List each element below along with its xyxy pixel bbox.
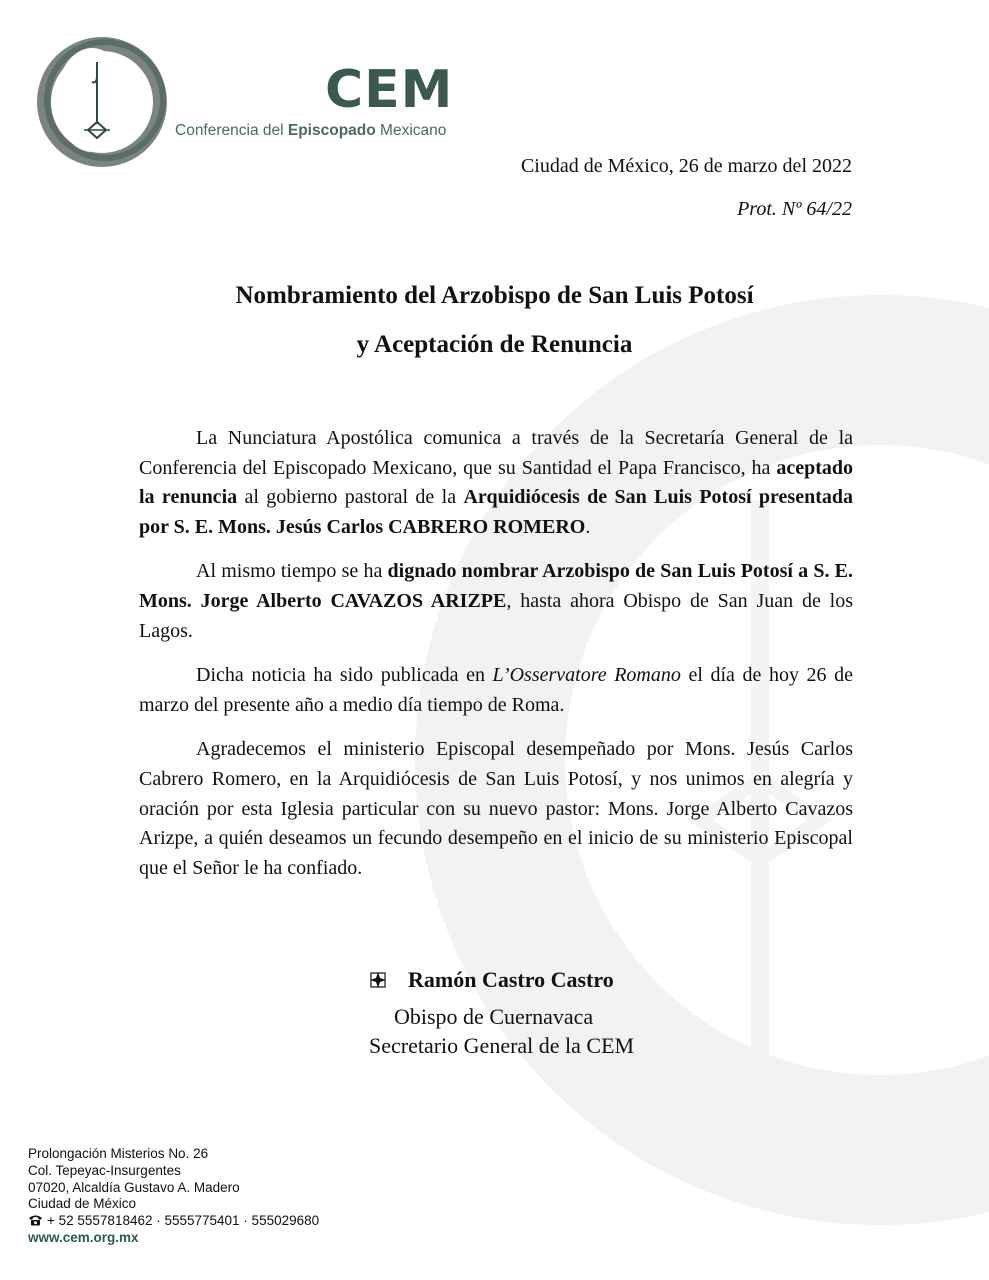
document-title-line2: y Aceptación de Renuncia bbox=[356, 331, 633, 358]
p2-text-a: Al mismo tiempo se ha bbox=[196, 560, 388, 583]
footer-address bbox=[28, 1146, 319, 1247]
phone-numbers: + 52 5557818462 · 5555775401 · 555029680 bbox=[47, 1213, 320, 1229]
p3-newspaper-title: L’Osservatore Romano bbox=[492, 664, 681, 687]
address-line-3: 07020, Alcaldía Gustavo A. Madero bbox=[28, 1179, 240, 1195]
paragraph-3 bbox=[139, 661, 853, 720]
telephone-icon bbox=[28, 1214, 43, 1226]
org-logo bbox=[175, 60, 453, 140]
p3-text-b: el día de hoy 26 de marzo del presente año a medio día tiempo de Roma. bbox=[139, 664, 853, 716]
p2-bold: dignado nombrar Arzobispo de San Luis Potosí a S. E. Mons. Jorge Alberto CAVAZOS ARIZPE bbox=[139, 560, 853, 612]
address-line-4: Ciudad de México bbox=[28, 1196, 137, 1212]
org-acronym: CEM bbox=[325, 60, 454, 120]
dateline: Ciudad de México, 26 de marzo del 2022 bbox=[520, 155, 852, 177]
org-name bbox=[175, 122, 453, 140]
p1-text-b: al gobierno pastoral de la bbox=[237, 486, 464, 509]
address-line-1: Prolongación Misterios No. 26 bbox=[28, 1146, 209, 1161]
signatory-name-line bbox=[370, 967, 614, 993]
paragraph-4: Agradecemos el ministerio Episcopal desempeñado por Mons. Jesús Carlos Cabrero Romero, en la Arquidiócesis de San Luis Potosí, y nos unimos en alegría y oración por esta Iglesia particular con su nuevo pastor: Mons. Jorge Alberto Cavazos Arizpe, a quién deseamos un fecundo desempeño en el inicio de su ministerio Episcopal que el Señor le ha confiado. bbox=[139, 738, 853, 879]
p1-text-c: . bbox=[585, 515, 591, 538]
protocol-number: Prot. Nº 64/22 bbox=[737, 198, 852, 220]
signatory-title-2: Secretario General de la CEM bbox=[369, 1033, 635, 1058]
p1-bold-a: aceptado la renuncia bbox=[139, 456, 853, 509]
signatory-title-1: Obispo de Cuernavaca bbox=[394, 1004, 594, 1029]
p3-text-a: Dicha noticia ha sido publicada en bbox=[196, 664, 493, 687]
address-line-2: Col. Tepeyac-Insurgentes bbox=[28, 1162, 181, 1178]
org-name-bold: Episcopado bbox=[287, 122, 376, 139]
paragraph-2 bbox=[139, 557, 853, 646]
cem-emblem-icon bbox=[30, 32, 170, 172]
episcopal-cross-icon bbox=[370, 972, 386, 988]
p1-bold-b: Arquidiócesis de San Luis Potosí presentada por S. E. Mons. Jesús Carlos CABRERO ROMERO bbox=[139, 486, 853, 538]
paragraph-1 bbox=[139, 424, 853, 542]
signatory-name: Ramón Castro Castro bbox=[408, 967, 614, 992]
p2-text-b: , hasta ahora Obispo de San Juan de los Lagos. bbox=[139, 589, 854, 642]
p1-text-a: La Nunciatura Apostólica comunica a través de la Secretaría General de la Conferencia del Episcopado Mexicano, que su Santidad el Papa Francisco, ha bbox=[139, 427, 853, 479]
org-name-pre: Conferencia del bbox=[175, 122, 288, 139]
letter-body bbox=[139, 424, 853, 898]
phone-line bbox=[28, 1213, 319, 1230]
org-name-post: Mexicano bbox=[375, 122, 447, 139]
website-link[interactable]: www.cem.org.mx bbox=[28, 1229, 139, 1245]
document-title-line1: Nombramiento del Arzobispo de San Luis Potosí bbox=[235, 282, 754, 309]
